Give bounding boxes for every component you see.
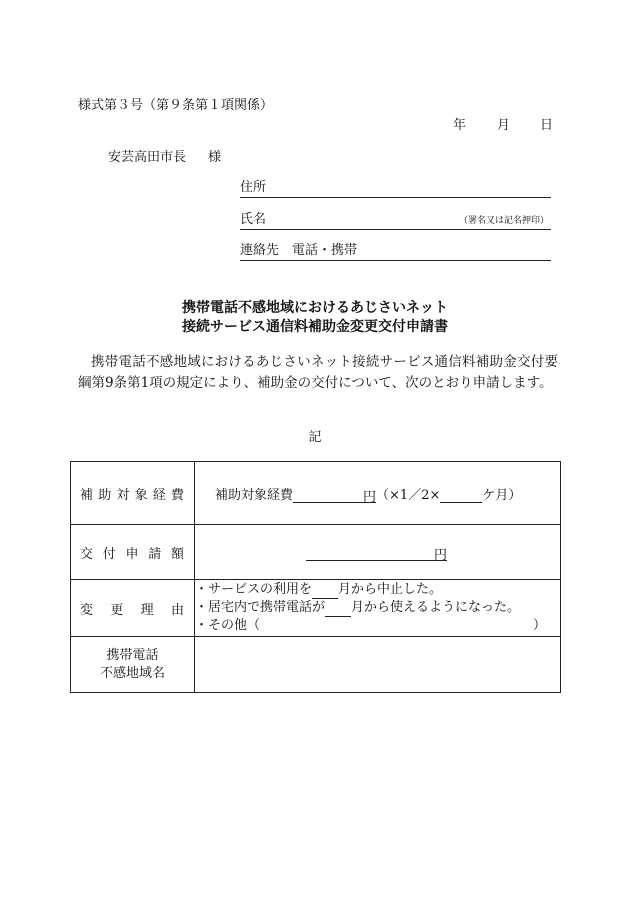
label-change-reason — [71, 580, 195, 637]
label-char: 由 — [170, 602, 184, 618]
address-label: 住所 — [240, 180, 267, 195]
document-title-line2: 接続サービス通信料補助金変更交付申請書 — [182, 319, 448, 335]
label-no-signal-line1: 携帯電話 — [106, 647, 159, 663]
reason-stopped-text: ・サービスの利用を — [195, 582, 313, 597]
name-field[interactable] — [240, 209, 551, 230]
reason-phone-suffix: 月から使えるようになった。 — [351, 600, 521, 615]
label-char: 交 — [80, 546, 94, 562]
value-subsidy-cost — [195, 462, 561, 525]
addressee — [108, 146, 221, 165]
grant-amount-blank[interactable] — [306, 544, 434, 561]
label-char: 助 — [98, 487, 112, 503]
label-char: 補 — [80, 487, 94, 503]
label-char: 費 — [170, 487, 184, 503]
label-char: 理 — [140, 602, 154, 618]
value-grant-amount — [195, 525, 561, 580]
label-subsidy-cost-text — [71, 484, 194, 503]
label-char: 更 — [110, 602, 124, 618]
subsidy-months-blank[interactable] — [440, 486, 482, 503]
label-subsidy-cost — [71, 462, 195, 525]
label-char: 経 — [152, 487, 166, 503]
subsidy-formula-open: （×1／2× — [376, 487, 441, 503]
label-char: 変 — [80, 602, 94, 618]
label-char: 象 — [134, 487, 148, 503]
label-change-reason-text — [71, 599, 194, 618]
form-number: 様式第３号（第９条第１項関係） — [78, 98, 274, 113]
ki-heading: 記 — [308, 430, 322, 445]
date-day: 日 — [540, 118, 554, 133]
signature-note: （署名又は記名押印） — [458, 216, 549, 226]
table-row-subsidy-cost — [71, 462, 561, 525]
subsidy-cost-amount-blank[interactable] — [293, 486, 363, 503]
name-label: 氏名 — [240, 212, 267, 227]
addressee-name: 安芸高田市長 — [108, 150, 187, 165]
label-char: 付 — [102, 546, 116, 562]
table-row-grant-amount — [71, 525, 561, 580]
reason-stopped-month-blank[interactable] — [312, 582, 338, 599]
reason-stopped-suffix: 月から中止した。 — [338, 582, 443, 597]
subsidy-formula-close: ケ月） — [482, 487, 522, 503]
reason-option-phone-usable[interactable] — [195, 599, 560, 617]
subsidy-cost-yen: 円 — [363, 486, 376, 503]
label-no-signal-line2: 不感地域名 — [99, 665, 165, 681]
application-table — [70, 461, 561, 693]
reason-other-close: ） — [532, 618, 546, 633]
body-paragraph: 携帯電話不感地域におけるあじさいネット接続サービス通信料補助金交付要綱第9条第1項の規定により、補助金の交付について、次のとおり申請します。 — [78, 354, 558, 391]
reason-phone-month-blank[interactable] — [325, 600, 351, 617]
label-char: 請 — [148, 546, 162, 562]
date-month: 月 — [497, 118, 511, 133]
address-field[interactable] — [240, 177, 551, 198]
value-change-reason — [195, 580, 561, 637]
table-row-change-reason — [71, 580, 561, 637]
reason-phone-text: ・居宅内で携帯電話が — [195, 600, 326, 615]
label-char: 額 — [170, 546, 184, 562]
label-char: 対 — [116, 487, 130, 503]
contact-label: 連絡先 電話・携帯 — [240, 243, 358, 258]
date-year: 年 — [453, 118, 467, 133]
reason-option-other[interactable] — [195, 617, 560, 635]
label-char: 申 — [125, 546, 139, 562]
addressee-honorific: 様 — [208, 150, 222, 165]
contact-field[interactable] — [240, 240, 551, 261]
document-title-line1: 携帯電話不感地域におけるあじさいネット — [182, 300, 448, 316]
reason-option-stopped[interactable] — [195, 581, 560, 599]
label-no-signal-area — [71, 637, 195, 693]
subsidy-cost-prefix: 補助対象経費 — [215, 487, 294, 503]
label-grant-amount-text — [71, 543, 194, 562]
value-no-signal-area[interactable] — [195, 637, 561, 693]
reason-other-text: ・その他（ — [195, 618, 261, 633]
table-row-no-signal-area — [71, 637, 561, 693]
label-grant-amount — [71, 525, 195, 580]
grant-amount-yen: 円 — [434, 544, 447, 561]
